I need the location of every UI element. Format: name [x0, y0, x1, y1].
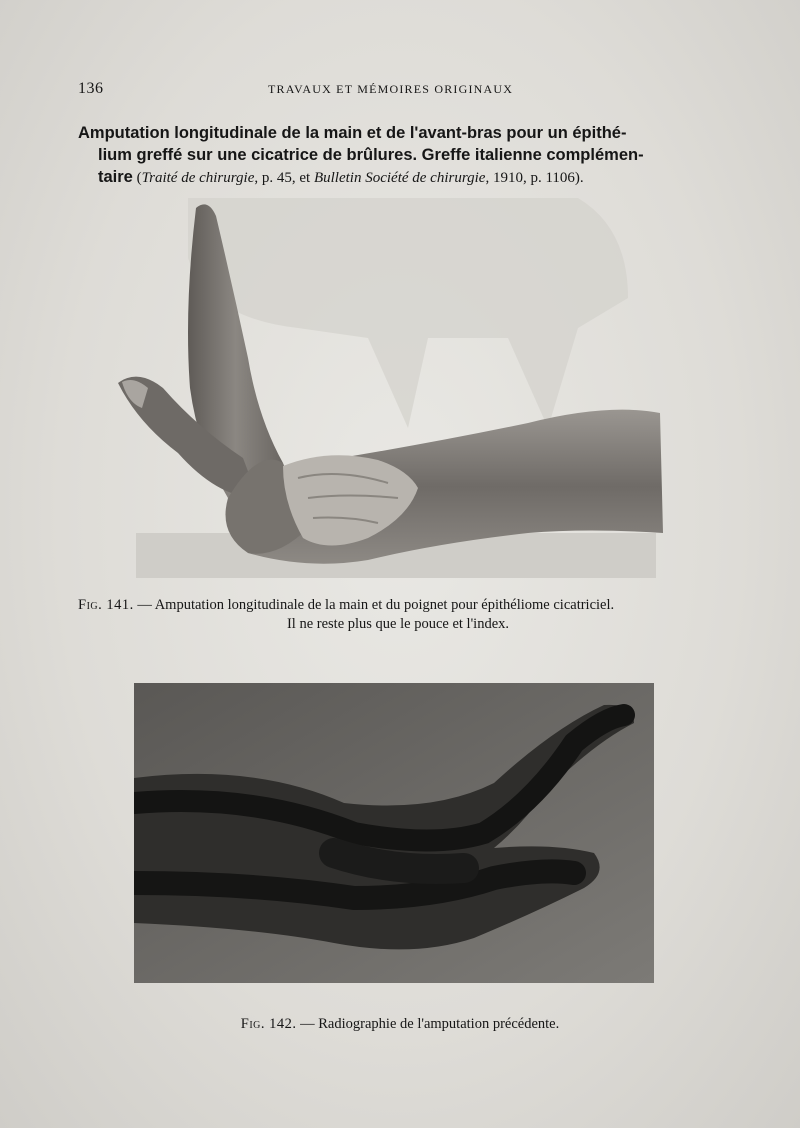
figure-141-photograph [108, 198, 668, 578]
ref-open: ( [132, 170, 142, 186]
figure-141-caption-line-2: Il ne reste plus que le pouce et l'index. [286, 616, 510, 632]
heading-line-1: Amputation longitudinale de la main et de l'avant-bras pour un épithé- [78, 124, 627, 142]
ref-end: , 1910, p. 1106). [485, 170, 584, 186]
heading-line-3 [78, 166, 708, 189]
heading-reference [133, 170, 584, 186]
article-heading [78, 122, 708, 189]
figure-142-label: Fig. 142. [240, 1016, 297, 1032]
heading-line-3-text: taire [98, 168, 133, 186]
figure-142-radiograph [134, 683, 654, 983]
ref-title-2: Bulletin Société de chirurgie [313, 170, 486, 186]
heading-line-2: lium greffé sur une cicatrice de brûlures. Greffe italienne complémen- [98, 146, 644, 164]
ref-title-1: Traité de chirurgie [141, 170, 255, 186]
figure-142-caption [0, 1016, 800, 1033]
running-title: TRAVAUX ET MÉMOIRES ORIGINAUX [268, 82, 514, 96]
figure-142-caption-text: — Radiographie de l'amputation précédente. [296, 1016, 560, 1032]
figure-141-caption-line-1: — Amputation longitudinale de la main et du poignet pour épithéliome cicatriciel. [133, 597, 615, 613]
running-head [78, 80, 718, 100]
figure-141-caption [78, 596, 718, 634]
figure-141-label: Fig. 141. [78, 597, 134, 613]
ref-mid: , p. 45, et [254, 170, 314, 186]
page-number: 136 [78, 80, 104, 97]
